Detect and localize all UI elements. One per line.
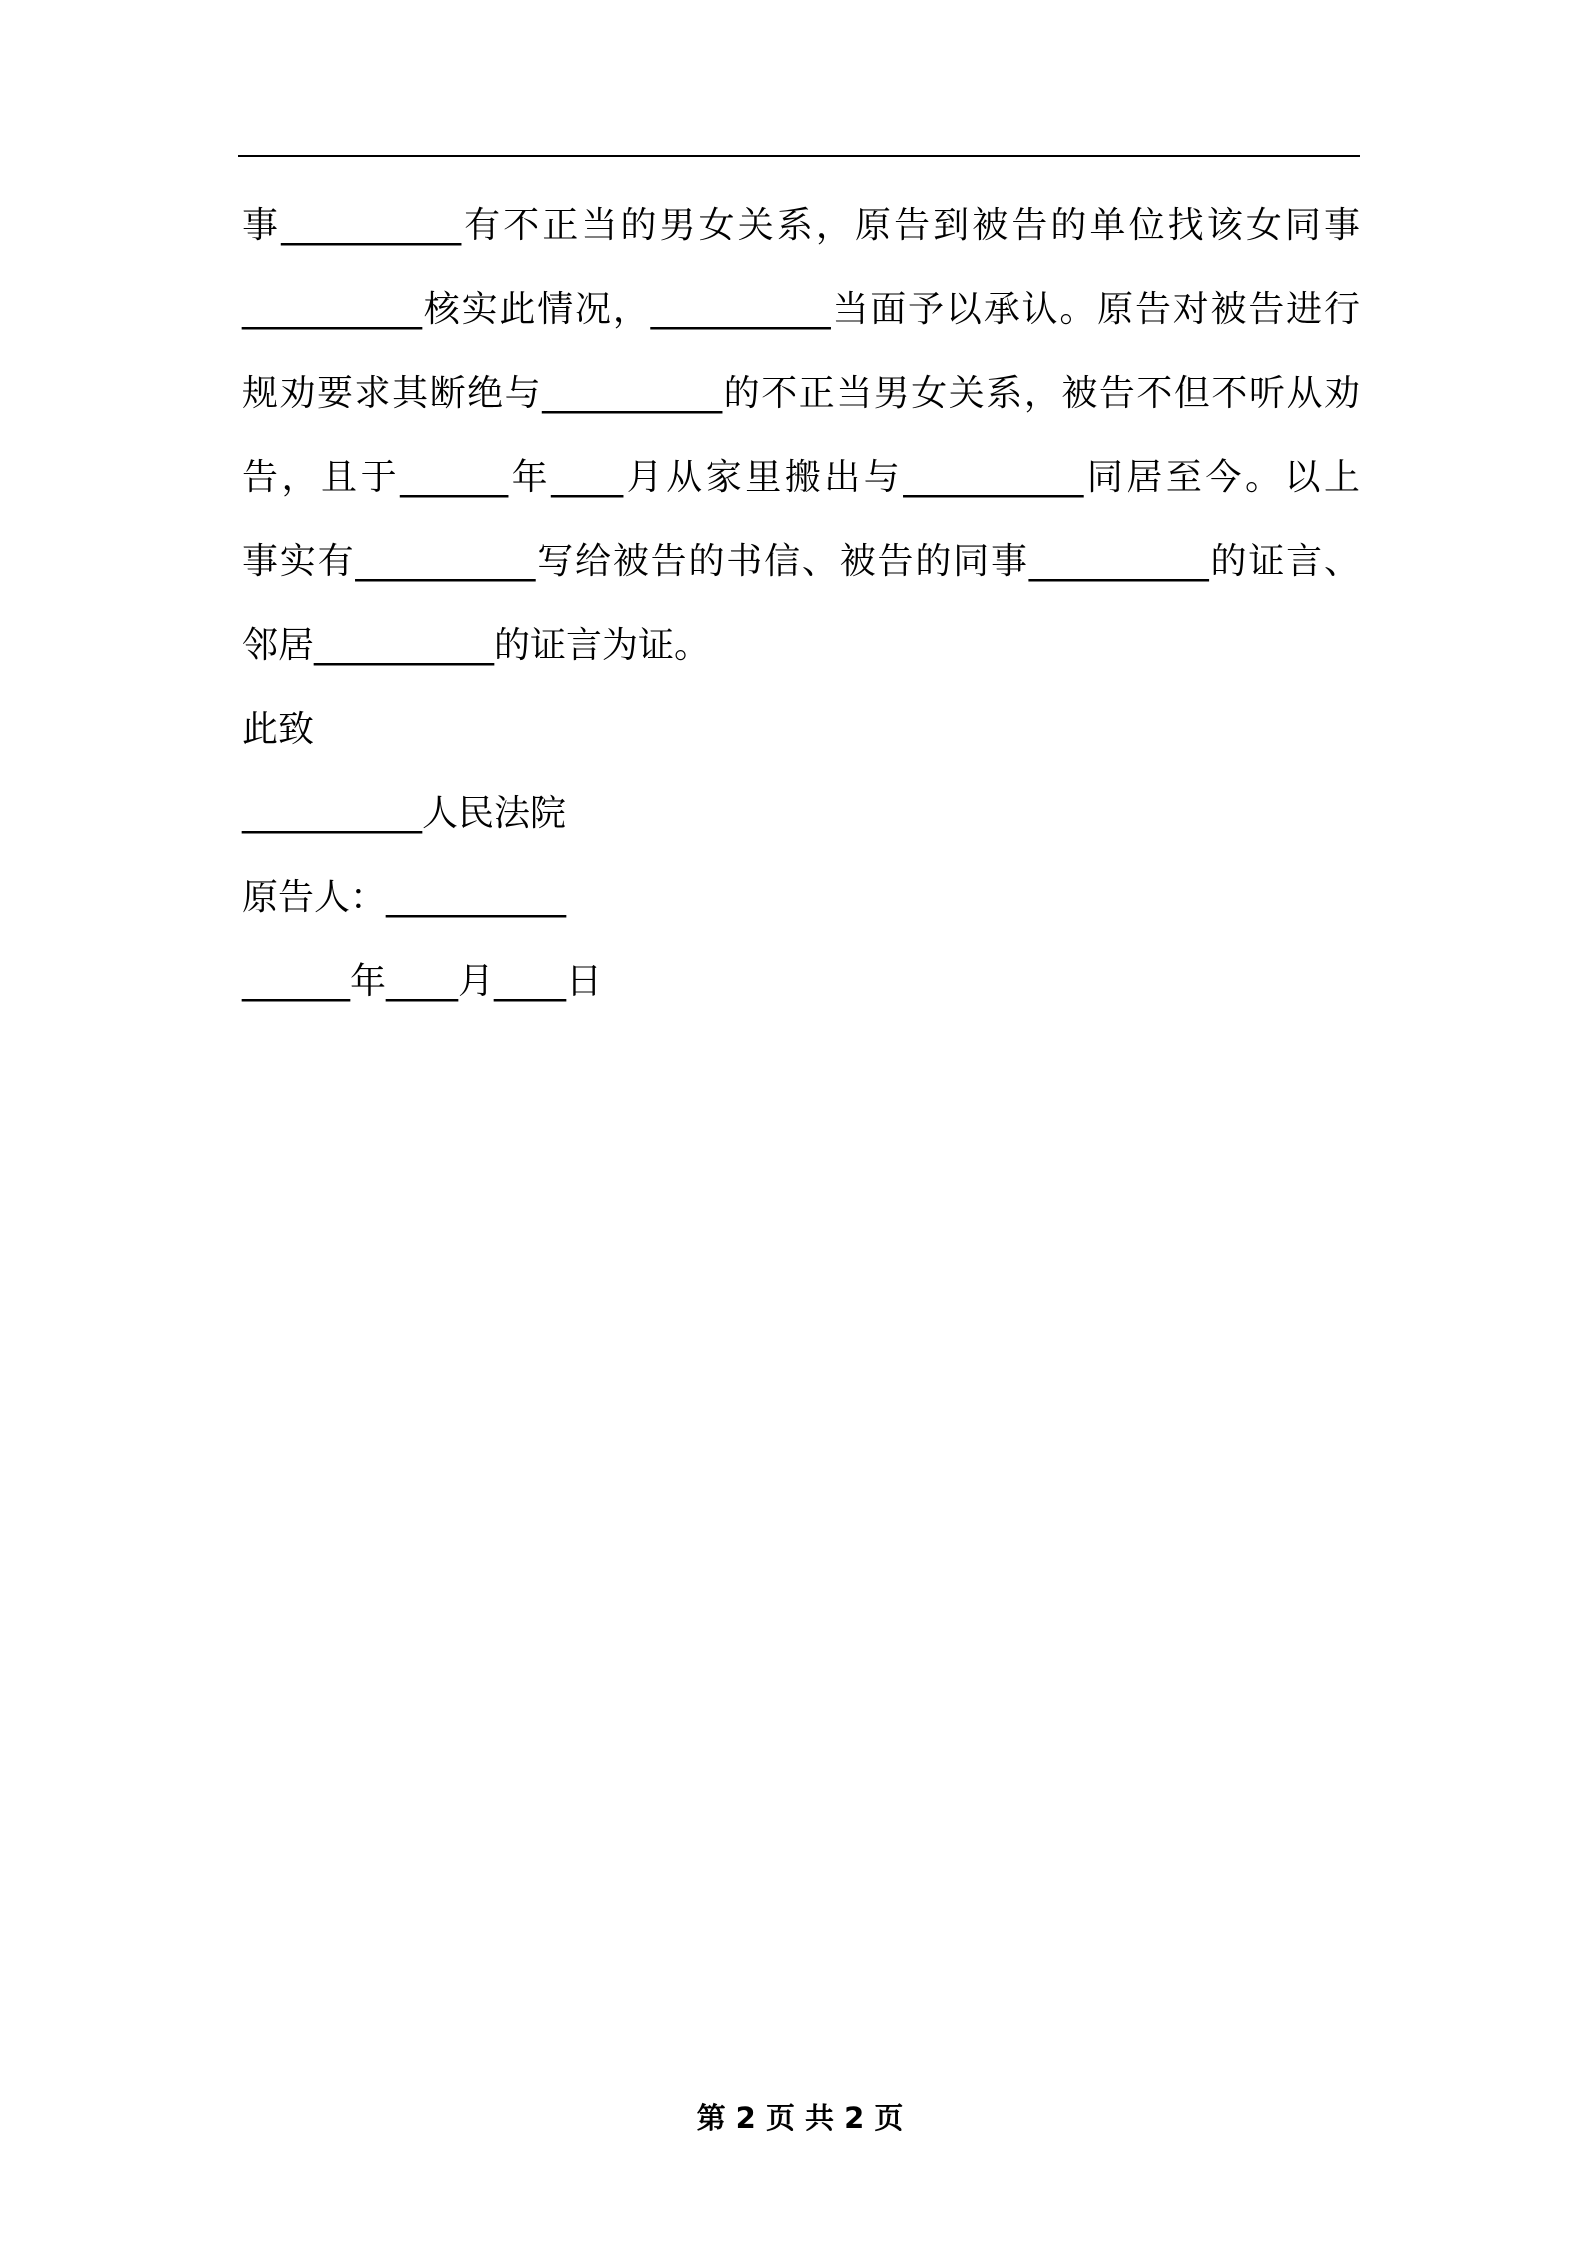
- body-line: 告，且于______年____月从家里搬出与__________同居至今。以上: [242, 457, 1360, 498]
- document-body: [242, 184, 1360, 1024]
- date-line: ______年____月____日: [242, 961, 603, 1002]
- court-name-line: __________人民法院: [242, 793, 567, 834]
- body-line: 规劝要求其断绝与__________的不正当男女关系，被告不但不听从劝: [242, 373, 1360, 414]
- body-line: 邻居__________的证言为证。: [242, 625, 711, 666]
- body-line: 事__________有不正当的男女关系，原告到被告的单位找该女同事: [242, 205, 1360, 246]
- body-line: __________核实此情况，__________当面予以承认。原告对被告进行: [242, 289, 1360, 330]
- page-number: 第 2 页 共 2 页: [696, 2101, 904, 2135]
- body-line: 事实有__________写给被告的书信、被告的同事__________的证言、: [242, 541, 1360, 582]
- plaintiff-signature-line: 原告人：__________: [242, 877, 567, 918]
- header-rule: [238, 155, 1360, 157]
- closing-salutation: 此致: [242, 709, 315, 750]
